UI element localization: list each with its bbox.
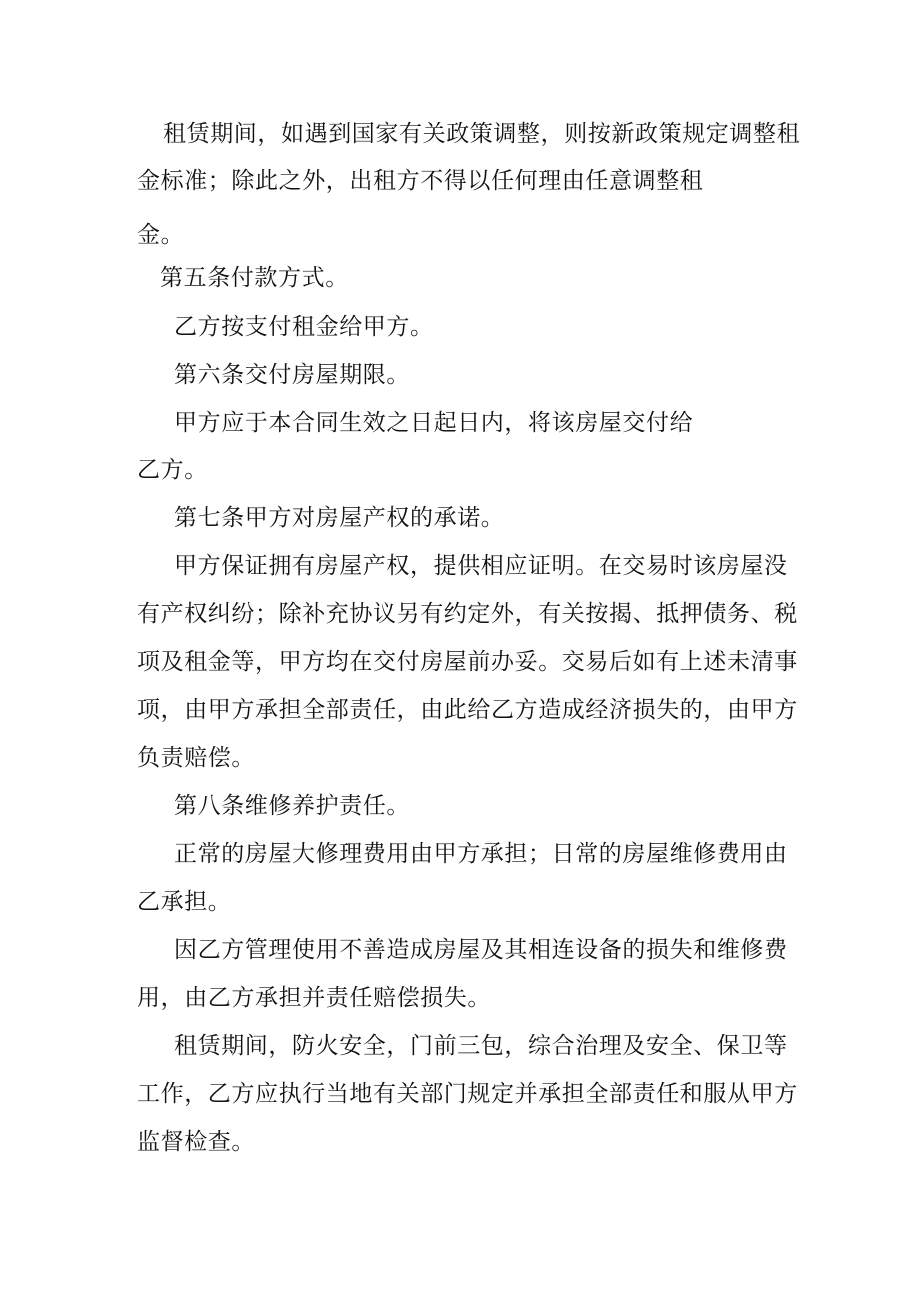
text-line: 因乙方管理使用不善造成房屋及其相连设备的损失和维修费 — [174, 937, 788, 963]
text-line: 监督检查。 — [137, 1129, 255, 1155]
section-heading: 第七条甲方对房屋产权的承诺。 — [174, 505, 505, 531]
text-line: 项及租金等，甲方均在交付房屋前办妥。交易后如有上述未清事 — [137, 649, 798, 675]
section-heading: 第五条付款方式。 — [160, 265, 349, 291]
text-line: 租赁期间，如遇到国家有关政策调整，则按新政策规定调整租 — [163, 121, 801, 147]
text-line: 甲方保证拥有房屋产权，提供相应证明。在交易时该房屋没 — [174, 553, 788, 579]
text-line: 负责赔偿。 — [137, 745, 255, 771]
section-heading: 第六条交付房屋期限。 — [174, 362, 410, 388]
text-line: 正常的房屋大修理费用由甲方承担；日常的房屋维修费用由 — [174, 841, 788, 867]
text-line: 金标准；除此之外，出租方不得以任何理由任意调整租 — [137, 168, 704, 194]
text-line: 金。 — [137, 222, 185, 248]
section-heading: 第八条维修养护责任。 — [174, 793, 410, 819]
text-line: 乙承担。 — [137, 889, 232, 915]
text-line: 项，由甲方承担全部责任，由此给乙方造成经济损失的，由甲方 — [137, 697, 798, 723]
text-line: 乙方按支付租金给甲方。 — [174, 314, 434, 340]
text-line: 用，由乙方承担并责任赔偿损失。 — [137, 985, 491, 1011]
text-line: 租赁期间，防火安全，门前三包，综合治理及安全、保卫等 — [174, 1033, 788, 1059]
text-line: 乙方。 — [137, 457, 208, 483]
text-line: 有产权纠纷；除补充协议另有约定外，有关按揭、抵押债务、税 — [137, 601, 798, 627]
text-line: 工作，乙方应执行当地有关部门规定并承担全部责任和服从甲方 — [137, 1081, 798, 1107]
text-line: 甲方应于本合同生效之日起日内，将该房屋交付给 — [174, 410, 694, 436]
